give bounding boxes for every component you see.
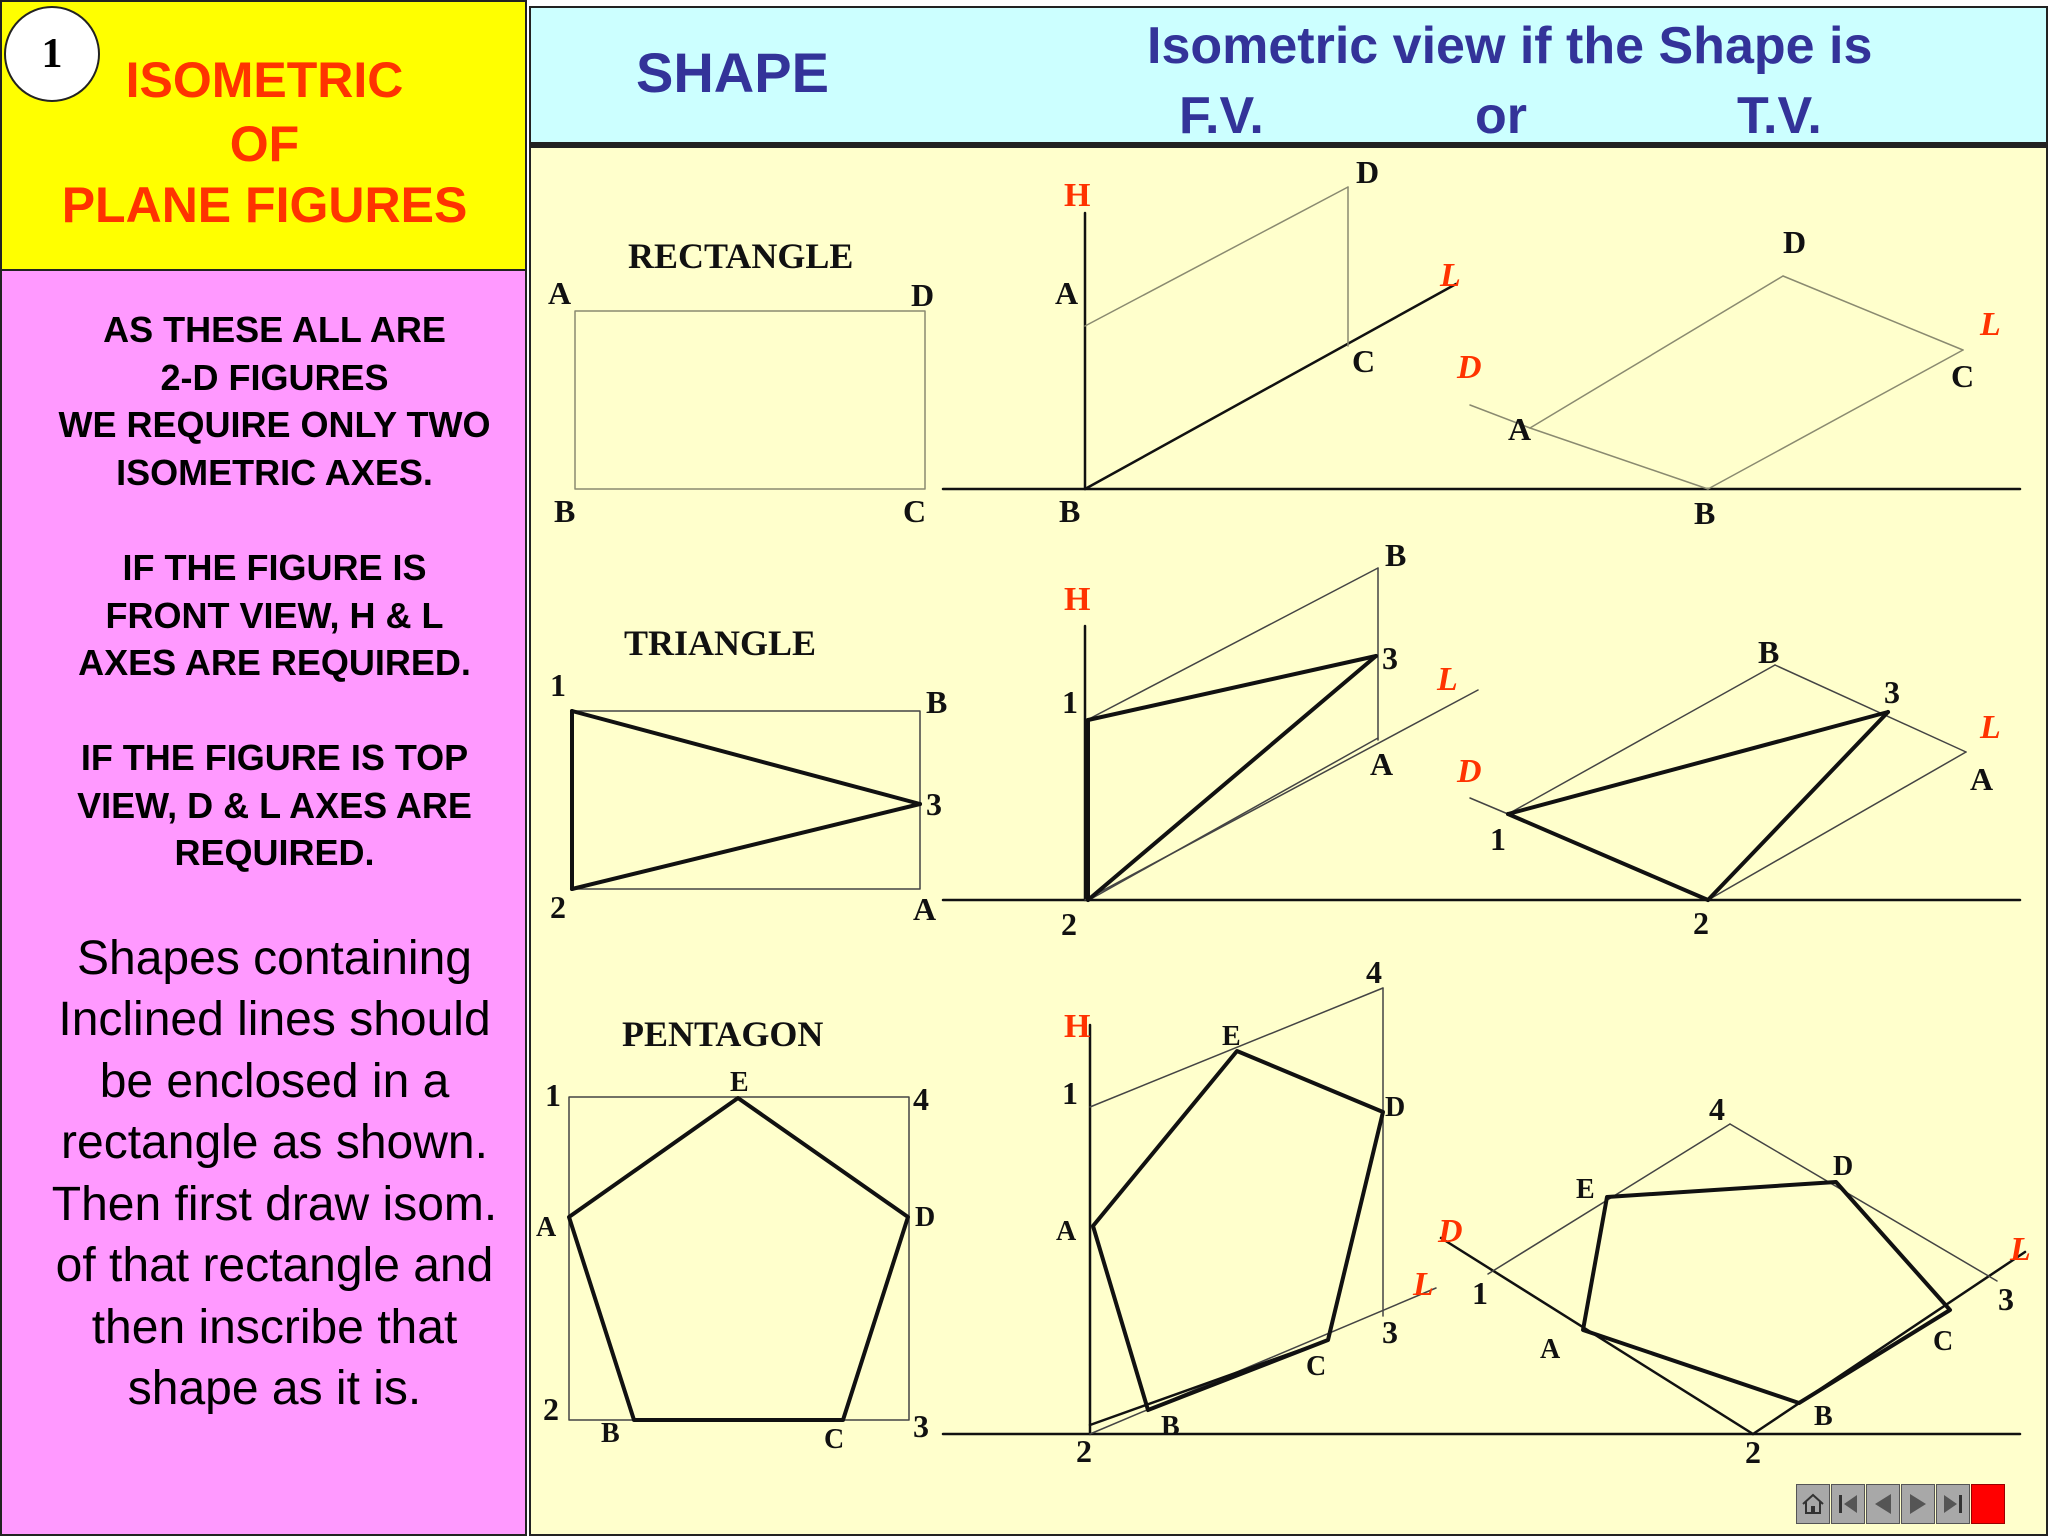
pent-fv-label-c: C (1306, 1351, 1327, 1382)
rect-fv-l-axis-label: L (1440, 257, 1461, 294)
pent-fv-label-3: 3 (1382, 1314, 1398, 1350)
note-line: FRONT VIEW, H & L (105, 595, 444, 636)
previous-icon (1870, 1491, 1896, 1517)
rect-fv-label-b: B (1059, 493, 1081, 529)
note-line: AXES ARE REQUIRED. (78, 642, 471, 683)
pent-label-2: 2 (543, 1391, 559, 1427)
pent-fv-label-2: 2 (1076, 1433, 1092, 1469)
pent-tv-label-a: A (1540, 1334, 1561, 1365)
tri-label-b: B (926, 684, 948, 720)
description-line: rectangle as shown. (61, 1116, 488, 1169)
tri-fv-label-a: A (1370, 746, 1394, 782)
description-line: then inscribe that (91, 1301, 458, 1354)
pent-fv-label-1: 1 (1062, 1075, 1078, 1111)
isometric-heading: Isometric view if the Shape is (1147, 17, 1873, 75)
pent-tv-label-4: 4 (1709, 1091, 1725, 1127)
rect-tv-label-b: B (1694, 495, 1716, 531)
tri-fv-label-2: 2 (1061, 906, 1077, 942)
pent-tv-label-b: B (1814, 1401, 1833, 1432)
rectangle-shape (575, 311, 925, 489)
pent-tv-label-e: E (1576, 1174, 1595, 1205)
triangle-front-view (943, 568, 2020, 900)
description-line: Shapes containing (77, 932, 472, 985)
first-slide-button[interactable] (1831, 1484, 1865, 1524)
pent-tv-d-axis-label: D (1438, 1213, 1463, 1250)
note-line: ISOMETRIC AXES. (116, 452, 433, 493)
note-line: IF THE FIGURE IS (122, 547, 427, 588)
tri-tv-l-axis-label: L (1980, 709, 2001, 746)
rect-tv-l-axis-label: L (1980, 306, 2001, 343)
home-icon (1800, 1491, 1826, 1517)
tri-label-a: A (913, 891, 937, 927)
description-line: Inclined lines should (58, 993, 491, 1046)
last-slide-button[interactable] (1936, 1484, 1970, 1524)
pentagon-top-view (1441, 1124, 2025, 1434)
triangle-title: TRIANGLE (624, 623, 817, 663)
tri-label-3: 3 (926, 786, 942, 822)
pentagon-shape (569, 1097, 909, 1420)
pent-tv-label-1: 1 (1472, 1275, 1488, 1311)
rect-fv-label-d: D (1356, 154, 1380, 190)
note-line: IF THE FIGURE IS TOP (80, 737, 469, 778)
rect-tv-label-d: D (1783, 224, 1807, 260)
title-line-1: ISOMETRIC (125, 52, 404, 108)
stop-button[interactable] (1971, 1484, 2005, 1524)
tri-fv-label-1: 1 (1062, 684, 1078, 720)
pent-tv-label-c: C (1933, 1326, 1954, 1357)
rect-fv-label-c: C (1352, 343, 1376, 379)
home-button[interactable] (1796, 1484, 1830, 1524)
note-line: REQUIRED. (174, 832, 375, 873)
tri-tv-d-axis-label: D (1457, 753, 1482, 790)
tri-tv-label-b: B (1758, 634, 1780, 670)
rect-label-a: A (548, 275, 572, 311)
pent-label-d: D (915, 1202, 936, 1233)
pent-label-4: 4 (913, 1081, 929, 1117)
note-line: 2-D FIGURES (160, 357, 389, 398)
next-icon (1905, 1491, 1931, 1517)
tri-label-1: 1 (550, 667, 566, 703)
note-line: VIEW, D & L AXES ARE (77, 785, 472, 826)
rect-tv-d-axis-label: D (1457, 349, 1482, 386)
pent-fv-label-e: E (1222, 1021, 1241, 1052)
rect-label-b: B (554, 493, 576, 529)
tri-tv-label-1: 1 (1490, 821, 1506, 857)
description-line: be enclosed in a (99, 1055, 450, 1108)
tri-fv-h-axis-label: H (1064, 581, 1091, 618)
pent-label-c: C (824, 1424, 845, 1455)
pentagon-title: PENTAGON (622, 1014, 824, 1054)
fv-heading: F.V. (1179, 87, 1264, 145)
tri-label-2: 2 (550, 889, 566, 925)
pent-label-e: E (730, 1067, 749, 1098)
pent-fv-h-axis-label: H (1064, 1008, 1091, 1045)
pent-tv-label-3: 3 (1998, 1281, 2014, 1317)
triangle-shape (572, 711, 920, 889)
shape-heading: SHAPE (636, 41, 829, 104)
tv-heading: T.V. (1737, 87, 1822, 145)
rectangle-top-view (1470, 276, 1963, 489)
tri-tv-label-2: 2 (1693, 905, 1709, 941)
title-line-2: OF (229, 116, 300, 172)
tri-fv-l-axis-label: L (1437, 661, 1458, 698)
rect-fv-h-axis-label: H (1064, 177, 1091, 214)
pent-label-a: A (536, 1212, 557, 1243)
pent-tv-label-d: D (1833, 1151, 1854, 1182)
rect-fv-label-a: A (1055, 275, 1079, 311)
first-icon (1835, 1491, 1861, 1517)
description-line: Then first draw isom. (51, 1178, 498, 1231)
rect-label-c: C (903, 493, 927, 529)
previous-slide-button[interactable] (1866, 1484, 1900, 1524)
pent-label-3: 3 (913, 1408, 929, 1444)
pent-tv-label-2: 2 (1745, 1434, 1761, 1470)
note-line: WE REQUIRE ONLY TWO (58, 404, 491, 445)
pent-label-1: 1 (545, 1077, 561, 1113)
pent-fv-label-4: 4 (1366, 954, 1382, 990)
rect-tv-label-a: A (1508, 411, 1532, 447)
pent-label-b: B (601, 1418, 620, 1449)
or-heading: or (1475, 87, 1527, 145)
pent-fv-l-axis-label: L (1413, 1266, 1434, 1303)
description-line: shape as it is. (127, 1362, 422, 1415)
rectangle-front-view (943, 187, 2020, 489)
pent-tv-l-axis-label: L (2010, 1231, 2031, 1268)
next-slide-button[interactable] (1901, 1484, 1935, 1524)
rectangle-title: RECTANGLE (628, 236, 854, 276)
slide-number-badge: 1 (4, 6, 100, 102)
description-line: of that rectangle and (55, 1239, 494, 1292)
tri-tv-label-a: A (1970, 761, 1994, 797)
pent-fv-label-d: D (1385, 1092, 1406, 1123)
pent-fv-label-a: A (1056, 1216, 1077, 1247)
tri-fv-label-3: 3 (1382, 640, 1398, 676)
rect-label-d: D (911, 277, 935, 313)
stop-icon (1977, 1493, 1999, 1515)
title-line-3: PLANE FIGURES (61, 177, 468, 233)
tri-tv-label-3: 3 (1884, 674, 1900, 710)
tri-fv-label-b: B (1385, 537, 1407, 573)
last-icon (1940, 1491, 1966, 1517)
rect-tv-label-c: C (1951, 358, 1975, 394)
pent-fv-label-b: B (1161, 1411, 1180, 1442)
note-line: AS THESE ALL ARE (103, 309, 446, 350)
